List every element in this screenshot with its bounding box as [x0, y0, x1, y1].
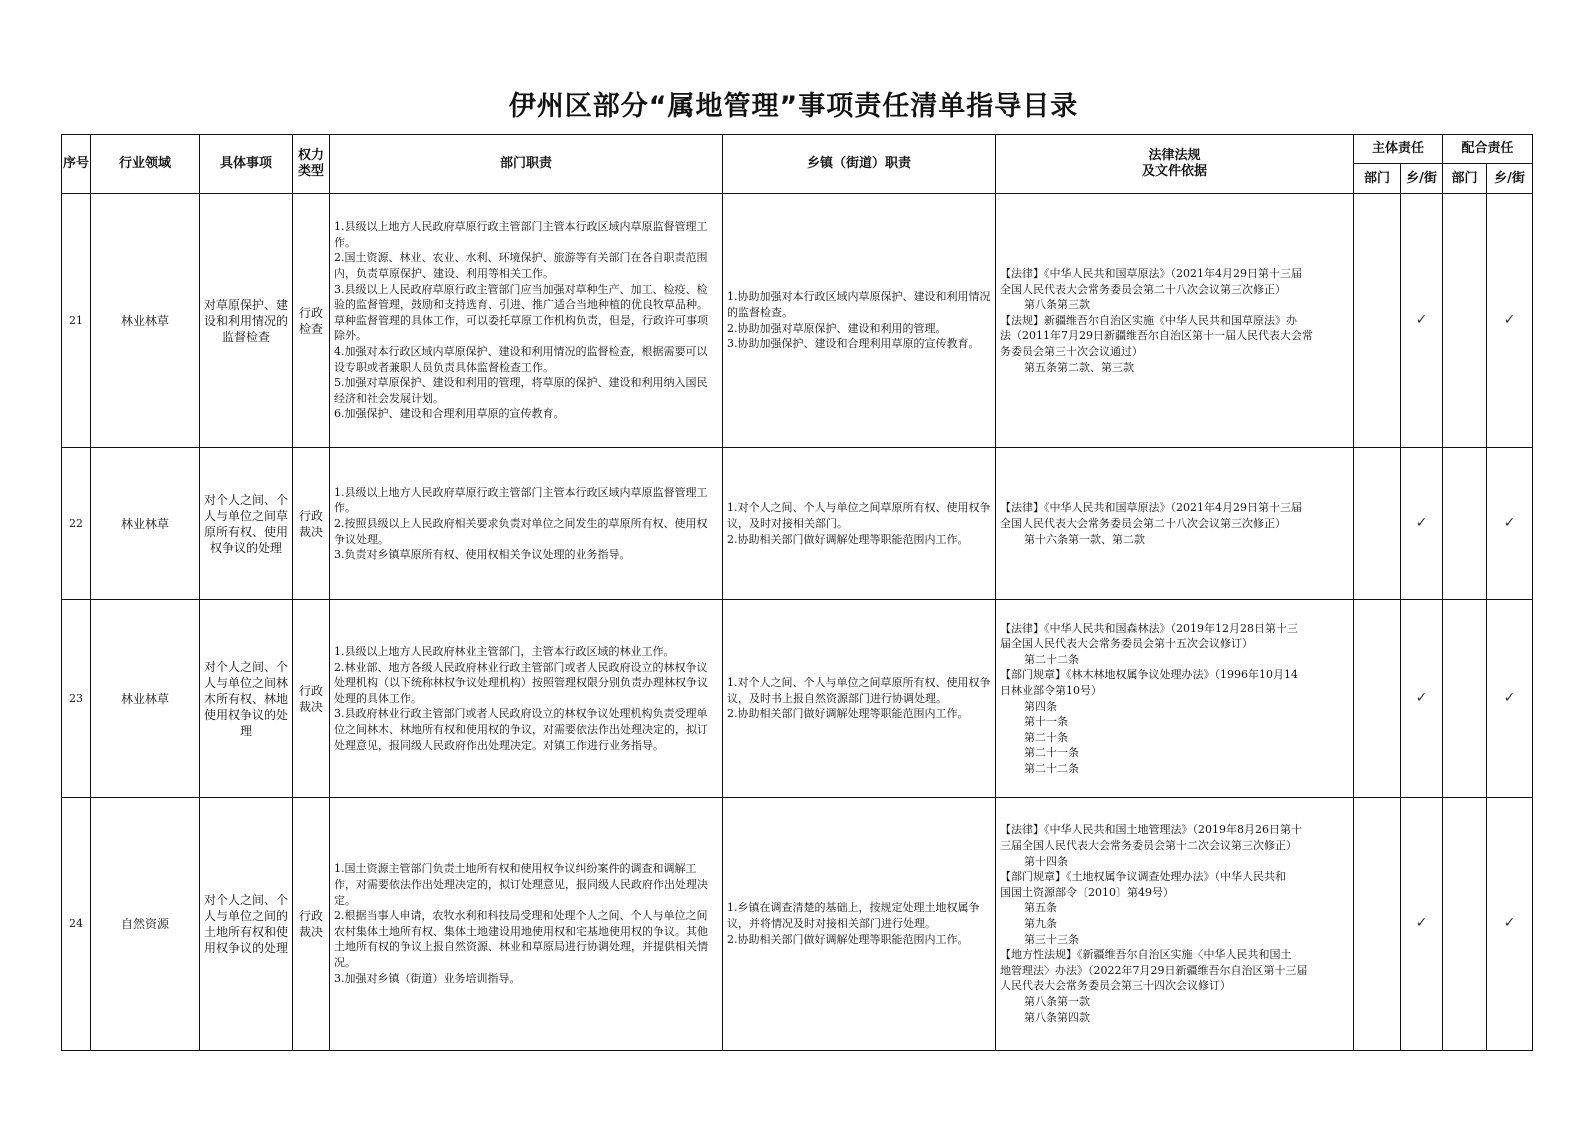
row-town-duty [723, 194, 996, 448]
law-line: 第八条第三款 [1024, 298, 1090, 312]
row-power-type [293, 194, 330, 448]
dept-duty-item: 3.加强对乡镇（街道）业务培训指导。 [334, 971, 521, 985]
dept-duty-item: 5.加强对草原保护、建设和利用的管理，将草原的保护、建设和利用纳入国民经济和社会发展计划。 [334, 376, 708, 405]
dept-duty-item: 2.国土资源、林业、农业、水利、环境保护、旅游等有关部门在各自职责范围内，负责草原保护、建设、利用等相关工作。 [334, 251, 708, 281]
town-duty-item: 1.对个人之间、个人与单位之间草原所有权、使用权争议，及时书上报自然资源部门进行协调处理。 [727, 676, 991, 705]
header-industry: 行业领域 [91, 135, 200, 194]
row-main-town-check: ✓ [1401, 448, 1443, 600]
law-line: 日林业部令第10号） [1000, 683, 1102, 697]
row-main-town-check: ✓ [1401, 194, 1443, 448]
law-line: 人民代表大会常务委员会第三十四次会议修订） [1000, 979, 1231, 993]
row-law [996, 448, 1354, 600]
row-item [200, 600, 293, 797]
header-main-town: 乡/街 [1401, 164, 1443, 194]
row-coop-dept-check [1443, 448, 1487, 600]
header-coop-dept: 部门 [1443, 164, 1487, 194]
header-law: 法律法规 及文件依据 [996, 135, 1354, 194]
row-seq: 22 [62, 448, 91, 600]
law-line: 【法律】《中华人民共和国草原法》（2021年4月29日第十三届 [1000, 501, 1302, 515]
dept-duty-item: 3.负责对乡镇草原所有权、使用权相关争议处理的业务指导。 [334, 548, 631, 562]
header-power-type: 权力类型 [293, 135, 330, 194]
row-coop-town-check: ✓ [1487, 448, 1533, 600]
row-main-dept-check [1354, 797, 1401, 1050]
responsibility-table [61, 134, 1533, 1051]
law-line: 三届全国人民代表大会常务委员会第十二次会议第三次修正） [1000, 839, 1297, 853]
town-duty-item: 1.对个人之间、个人与单位之间草原所有权、使用权争议，及时对接相关部门。 [727, 501, 991, 531]
row-coop-dept-check [1443, 797, 1487, 1050]
law-line: 第五条 [1024, 901, 1057, 915]
law-line: 第八条第四款 [1024, 1010, 1090, 1024]
law-line: 地管理法〉办法》（2022年7月29日新疆维吾尔自治区第十三届 [1000, 963, 1308, 977]
law-line: 全国人民代表大会常务委员会第二十八次会议第三次修正） [1000, 517, 1286, 531]
row-dept-duty [330, 194, 723, 448]
row-item [200, 448, 293, 600]
header-coop-resp: 配合责任 [1443, 135, 1533, 164]
town-duty-item: 2.协助加强对草原保护、建设和利用的管理。 [727, 321, 947, 335]
dept-duty-item: 1.县级以上地方人民政府林业主管部门，主管本行政区域的林业工作。 [334, 644, 675, 658]
law-line: 【法律】《中华人民共和国森林法》（2019年12月28日第十三 [1000, 621, 1298, 635]
row-law [996, 600, 1354, 797]
row-industry: 林业林草 [91, 194, 200, 448]
row-dept-duty [330, 448, 723, 600]
town-duty-item: 1.协助加强对本行政区域内草原保护、建设和利用情况的监督检查。 [727, 290, 991, 320]
law-line: 第二十一条 [1024, 746, 1079, 760]
header-main-resp: 主体责任 [1354, 135, 1443, 164]
law-line: 届全国人民代表大会常务委员会第十五次会议修订） [1000, 637, 1253, 651]
law-line: 法（2011年7月29日新疆维吾尔自治区第十一届人民代表大会常 [1000, 329, 1313, 343]
town-duty-item: 3.协助加强保护、建设和合理利用草原的宣传教育。 [727, 337, 980, 351]
row-industry: 林业林草 [91, 600, 200, 797]
dept-duty-item: 3.县级以上人民政府草原行政主管部门应当加强对草种生产、加工、检疫、检验的监督管理，鼓励和支持选育、引进、推广适合当地种植的优良牧草品种。草种监督管理的具体工作，可以委托草原工作机构负责，但是，行政许可事项除外。 [334, 282, 708, 343]
law-line: 第二十条 [1024, 730, 1068, 744]
row-item-text: 对个人之间、个人与单位之间林木所有权、林地使用权争议的处理 [204, 659, 289, 738]
row-town-duty [723, 797, 996, 1050]
dept-duty-item: 1.县级以上地方人民政府草原行政主管部门主管本行政区域内草原监督管理工作。 [334, 220, 708, 249]
row-power-type-text: 行政裁决 [298, 908, 323, 939]
header-coop-town: 乡/街 [1487, 164, 1533, 194]
header-town-duty: 乡镇（街道）职责 [723, 135, 996, 194]
law-line: 务委员会第三十次会议通过） [1000, 345, 1143, 359]
law-line: 第三十三条 [1024, 932, 1079, 946]
law-line: 【部门规章】《土地权属争议调查处理办法》（中华人民共和 [1000, 870, 1286, 884]
row-town-duty [723, 600, 996, 797]
dept-duty-item: 6.加强保护、建设和合理利用草原的宣传教育。 [334, 407, 565, 421]
row-item-text: 对个人之间、个人与单位之间草原所有权、使用权争议的处理 [204, 492, 289, 555]
law-line: 【法规】新疆维吾尔自治区实施《中华人民共和国草原法》办 [1000, 313, 1297, 327]
law-line: 第五条第二款、第三款 [1024, 360, 1134, 374]
law-line: 第八条第一款 [1024, 995, 1090, 1008]
dept-duty-item: 3.县政府林业行政主管部门或者人民政府设立的林权争议处理机构负责受理单位之间林木、林地所有权和使用权的争议，对需要依法作出处理决定的，拟订处理意见，报同级人民政府作出处理决定。对镇工作进行业务指导。 [334, 707, 708, 752]
row-main-town-check: ✓ [1401, 600, 1443, 797]
header-seq: 序号 [62, 135, 91, 194]
dept-duty-item: 2.根据当事人申请，农牧水利和科技局受理和处理个人之间、个人与单位之间农村集体土地所有权、集体土地建设用地使用权和宅基地使用权的争议。其他土地所有权的争议上报自然资源、林业和草原局进行协调处理，并提供相关情况。 [334, 909, 708, 970]
table-row [62, 600, 1533, 797]
law-line: 全国人民代表大会常务委员会第二十八次会议第三次修正） [1000, 282, 1286, 296]
row-main-dept-check [1354, 194, 1401, 448]
header-main-dept: 部门 [1354, 164, 1401, 194]
row-dept-duty [330, 797, 723, 1050]
town-duty-item: 2.协助相关部门做好调解处理等职能范围内工作。 [727, 532, 969, 546]
law-line: 【部门规章】《林木林地权属争议处理办法》（1996年10月14 [1000, 668, 1298, 682]
town-duty-item: 2.协助相关部门做好调解处理等职能范围内工作。 [727, 707, 969, 721]
table-row [62, 194, 1533, 448]
row-main-dept-check [1354, 600, 1401, 797]
law-line: 第十一条 [1024, 715, 1068, 729]
row-coop-town-check: ✓ [1487, 194, 1533, 448]
row-town-duty [723, 448, 996, 600]
row-coop-dept-check [1443, 194, 1487, 448]
row-dept-duty [330, 600, 723, 797]
row-seq: 21 [62, 194, 91, 448]
row-seq: 23 [62, 600, 91, 797]
row-item [200, 194, 293, 448]
page-title: 伊州区部分“属地管理”事项责任清单指导目录 [508, 91, 1079, 122]
row-main-dept-check [1354, 448, 1401, 600]
row-item-text: 对草原保护、建设和利用情况的监督检查 [204, 297, 289, 344]
town-duty-item: 2.协助相关部门做好调解处理等职能范围内工作。 [727, 932, 969, 946]
row-power-type-text: 行政检查 [298, 305, 323, 336]
law-line: 第十四条 [1024, 854, 1068, 868]
law-line: 【法律】《中华人民共和国草原法》（2021年4月29日第十三届 [1000, 267, 1302, 281]
law-line: 【地方性法规】《新疆维吾尔自治区实施〈中华人民共和国土 [1000, 948, 1292, 962]
row-law [996, 797, 1354, 1050]
row-main-town-check: ✓ [1401, 797, 1443, 1050]
dept-duty-item: 2.林业部、地方各级人民政府林业行政主管部门或者人民政府设立的林权争议处理机构（以下统称林权争议处理机构）按照管理权限分别负责办理林权争议处理的具体工作。 [334, 660, 708, 705]
law-line: 国国土资源部令〔2010〕第49号） [1000, 885, 1174, 899]
row-seq: 24 [62, 797, 91, 1050]
table-row [62, 448, 1533, 600]
town-duty-item: 1.乡镇在调查清楚的基础上，按规定处理土地权属争议，并将情况及时对接相关部门进行处理。 [727, 901, 980, 931]
row-power-type [293, 600, 330, 797]
row-law [996, 194, 1354, 448]
table-row [62, 797, 1533, 1050]
row-power-type [293, 448, 330, 600]
dept-duty-item: 1.县级以上地方人民政府草原行政主管部门主管本行政区域内草原监督管理工作。 [334, 485, 708, 515]
law-line: 第十六条第一款、第二款 [1024, 532, 1145, 546]
row-power-type-text: 行政裁决 [298, 683, 323, 714]
header-item: 具体事项 [200, 135, 293, 194]
dept-duty-item: 2.按照县级以上人民政府相关要求负责对单位之间发生的草原所有权、使用权争议处理。 [334, 517, 708, 546]
law-line: 第二十二条 [1024, 652, 1079, 666]
row-industry: 自然资源 [91, 797, 200, 1050]
row-coop-town-check: ✓ [1487, 600, 1533, 797]
row-item-text: 对个人之间、个人与单位之间的土地所有权和使用权争议的处理 [204, 892, 289, 955]
law-line: 第二十二条 [1024, 761, 1079, 775]
dept-duty-item: 1.国土资源主管部门负责土地所有权和使用权争议纠纷案件的调查和调解工作，对需要依法作出处理决定的，拟订处理意见，报同级人民政府作出处理决定。 [334, 862, 708, 907]
row-coop-dept-check [1443, 600, 1487, 797]
dept-duty-item: 4.加强对本行政区域内草原保护、建设和利用情况的监督检查，根据需要可以设专职或者兼职人员负责具体监督检查工作。 [334, 345, 708, 374]
row-item [200, 797, 293, 1050]
header-dept-duty: 部门职责 [330, 135, 723, 194]
law-line: 【法律】《中华人民共和国土地管理法》（2019年8月26日第十 [1000, 823, 1302, 837]
row-power-type [293, 797, 330, 1050]
row-industry: 林业林草 [91, 448, 200, 600]
row-coop-town-check: ✓ [1487, 797, 1533, 1050]
row-power-type-text: 行政裁决 [298, 508, 323, 539]
law-line: 第四条 [1024, 699, 1057, 713]
law-line: 第九条 [1024, 917, 1057, 931]
